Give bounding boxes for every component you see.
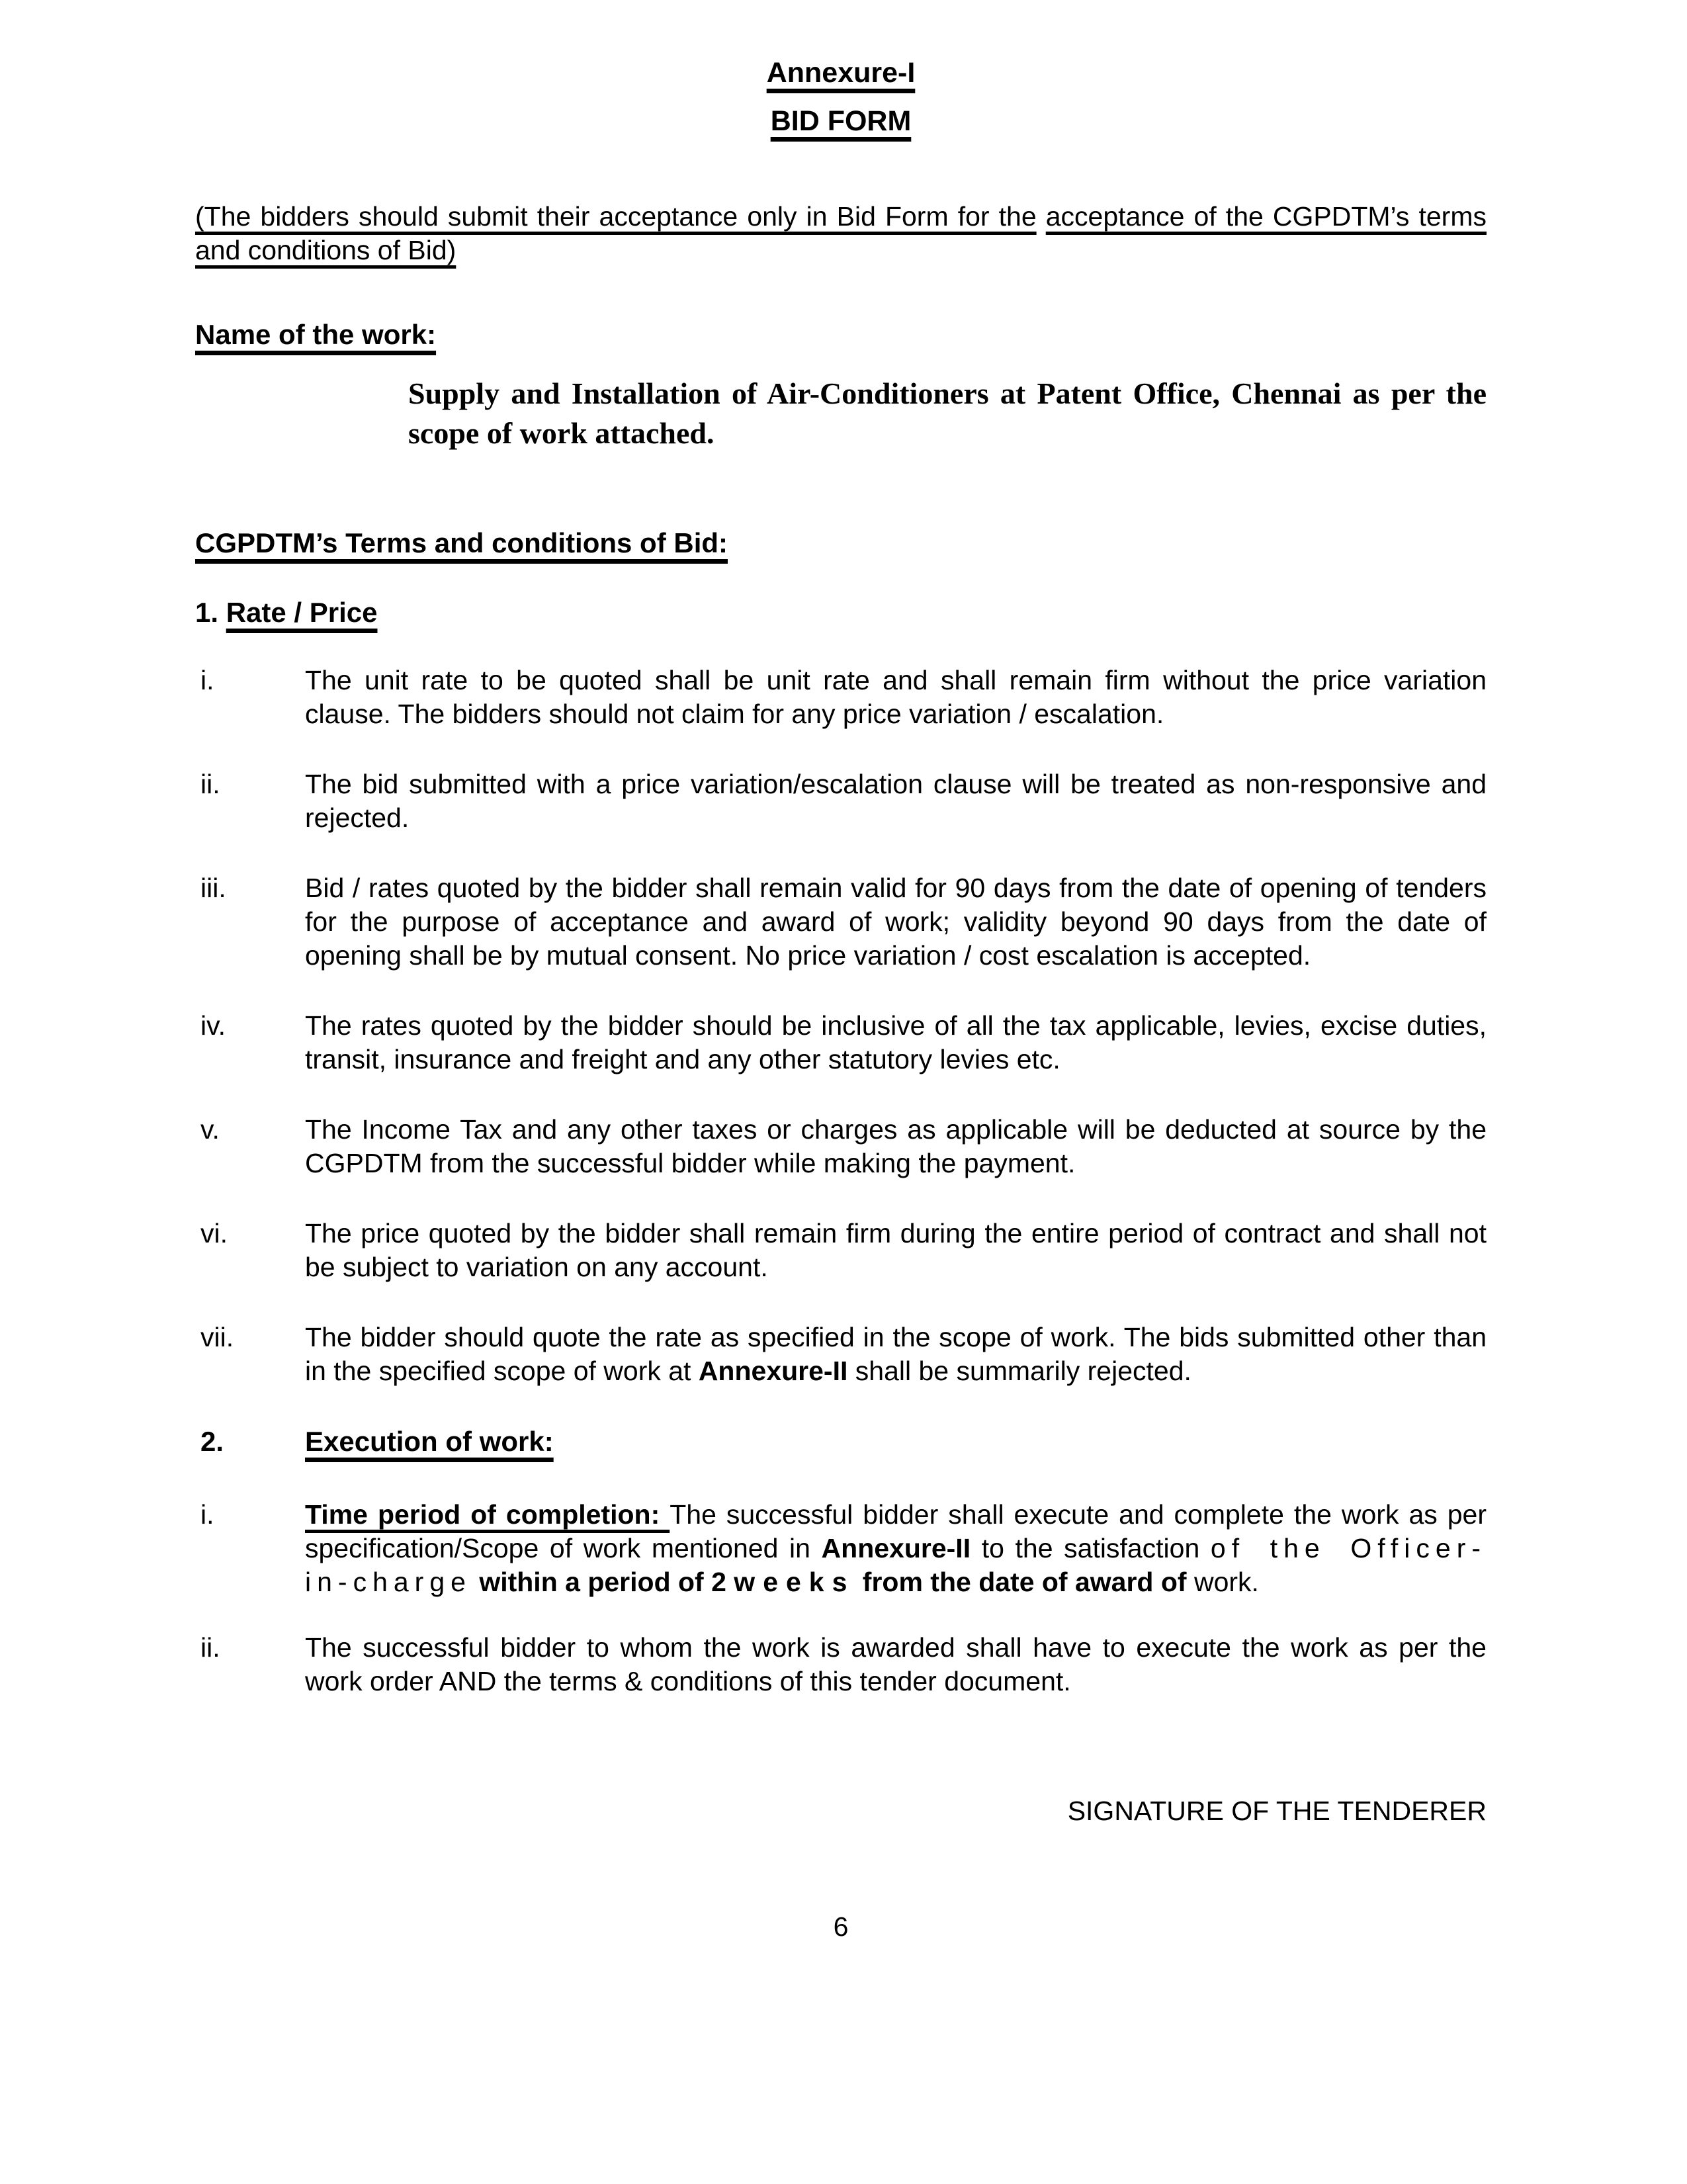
bid-form-title-text: BID FORM bbox=[770, 105, 912, 137]
list-item-rate-vi bbox=[195, 1217, 1487, 1284]
list-item-text: The unit rate to be quoted shall be unit rate and shall remain firm without the price variation clause. The bidders should not claim for any price variation / escalation. bbox=[305, 665, 1487, 729]
list-item-rate-v bbox=[195, 1113, 1487, 1180]
list-item-text: The price quoted by the bidder shall remain firm during the entire period of contract and shall not be subject to variation on any account. bbox=[305, 1218, 1487, 1282]
annexure-title-text: Annexure-I bbox=[766, 57, 916, 89]
list-item-rate-ii bbox=[195, 767, 1487, 835]
list-item-rate-i bbox=[195, 664, 1487, 731]
list-item-execution-i bbox=[195, 1498, 1487, 1599]
list-marker: v. bbox=[200, 1114, 220, 1145]
list-item-rate-iii bbox=[195, 871, 1487, 973]
officer-in-charge-spaced-run: of the Officer-in-charge bbox=[305, 1533, 1487, 1597]
section-1-number: 1. bbox=[195, 597, 219, 628]
annexure-title bbox=[195, 56, 1487, 90]
list-item-execution-ii bbox=[195, 1631, 1487, 1698]
list-marker: i. bbox=[200, 665, 214, 695]
signature-line: SIGNATURE OF THE TENDERER bbox=[1067, 1796, 1487, 1826]
intro-underline-gap bbox=[1037, 201, 1046, 232]
section-1-title: Rate / Price bbox=[226, 597, 378, 628]
list-item-text: The rates quoted by the bidder should be inclusive of all the tax applicable, levies, excise duties, transit, insurance and freight and any other statutory levies etc. bbox=[305, 1010, 1487, 1074]
work-description: Supply and Installation of Air-Conditioners at Patent Office, Chennai as per the scope of work attached. bbox=[408, 376, 1487, 450]
intro-underlined-part2: acceptance of the CGPDTM’s terms and conditions of Bid) bbox=[195, 201, 1487, 265]
terms-heading-text: CGPDTM’s Terms and conditions of Bid: bbox=[195, 527, 728, 558]
list-item-text: The bid submitted with a price variation/escalation clause will be treated as non-responsive and rejected. bbox=[305, 769, 1487, 833]
section-2-number: 2. bbox=[200, 1426, 224, 1457]
list-item-text: Bid / rates quoted by the bidder shall remain valid for 90 days from the date of opening of tenders for the purpose of acceptance and award of work; validity beyond 90 days from the date of opening shall be by mutual consent. No price variation / cost escalation is accepted. bbox=[305, 873, 1487, 971]
list-item-text-pre: The bidder should quote the rate as specified in the scope of work. The bids submitted other than in the specified scope of work at bbox=[305, 1322, 1487, 1386]
list-marker: iii. bbox=[200, 873, 226, 903]
intro-paragraph bbox=[195, 200, 1487, 267]
list-item-rate-vii bbox=[195, 1321, 1487, 1388]
award-bold-text: from the date of award of bbox=[855, 1567, 1187, 1597]
execution-text-3: work. bbox=[1186, 1567, 1259, 1597]
terms-heading bbox=[195, 526, 1487, 560]
list-item-rate-iv bbox=[195, 1009, 1487, 1076]
list-marker: i. bbox=[200, 1499, 214, 1530]
bid-form-title bbox=[195, 105, 1487, 138]
name-of-work-heading bbox=[195, 318, 1487, 351]
list-marker: vii. bbox=[200, 1322, 234, 1352]
page-number: 6 bbox=[833, 1911, 849, 1942]
list-marker: ii. bbox=[200, 1632, 220, 1663]
name-of-work-heading-text: Name of the work: bbox=[195, 319, 437, 350]
section-1-number-gap bbox=[218, 597, 226, 628]
annexure-ii-reference: Annexure-II bbox=[698, 1356, 848, 1386]
list-item-text: The Income Tax and any other taxes or charges as applicable will be deducted at source by the CGPDTM from the successful bidder while making the payment. bbox=[305, 1114, 1487, 1178]
period-bold-text: within a period of 2 bbox=[471, 1567, 734, 1597]
list-item-text: The successful bidder to whom the work is awarded shall have to execute the work as per the work order AND the terms & conditions of this tender document. bbox=[305, 1632, 1487, 1696]
section-2-title: Execution of work: bbox=[305, 1426, 554, 1457]
section-2-heading bbox=[195, 1424, 1487, 1458]
weeks-spaced-bold-text: weeks bbox=[734, 1567, 855, 1597]
list-marker: vi. bbox=[200, 1218, 228, 1248]
list-marker: ii. bbox=[200, 769, 220, 799]
execution-text-1: The successful bidder shall execute and complete the work as per specification/Scope of work mentioned in bbox=[305, 1499, 1487, 1563]
list-item-text-post: shall be summarily rejected. bbox=[847, 1356, 1191, 1386]
execution-text-2: to the satisfaction bbox=[971, 1533, 1211, 1563]
annexure-ii-reference: Annexure-II bbox=[821, 1533, 971, 1563]
list-marker: iv. bbox=[200, 1010, 226, 1041]
intro-underlined-part1: (The bidders should submit their acceptance only in Bid Form for the bbox=[195, 201, 1037, 232]
time-period-lead: Time period of completion: bbox=[305, 1499, 670, 1530]
section-1-heading bbox=[195, 595, 1487, 629]
